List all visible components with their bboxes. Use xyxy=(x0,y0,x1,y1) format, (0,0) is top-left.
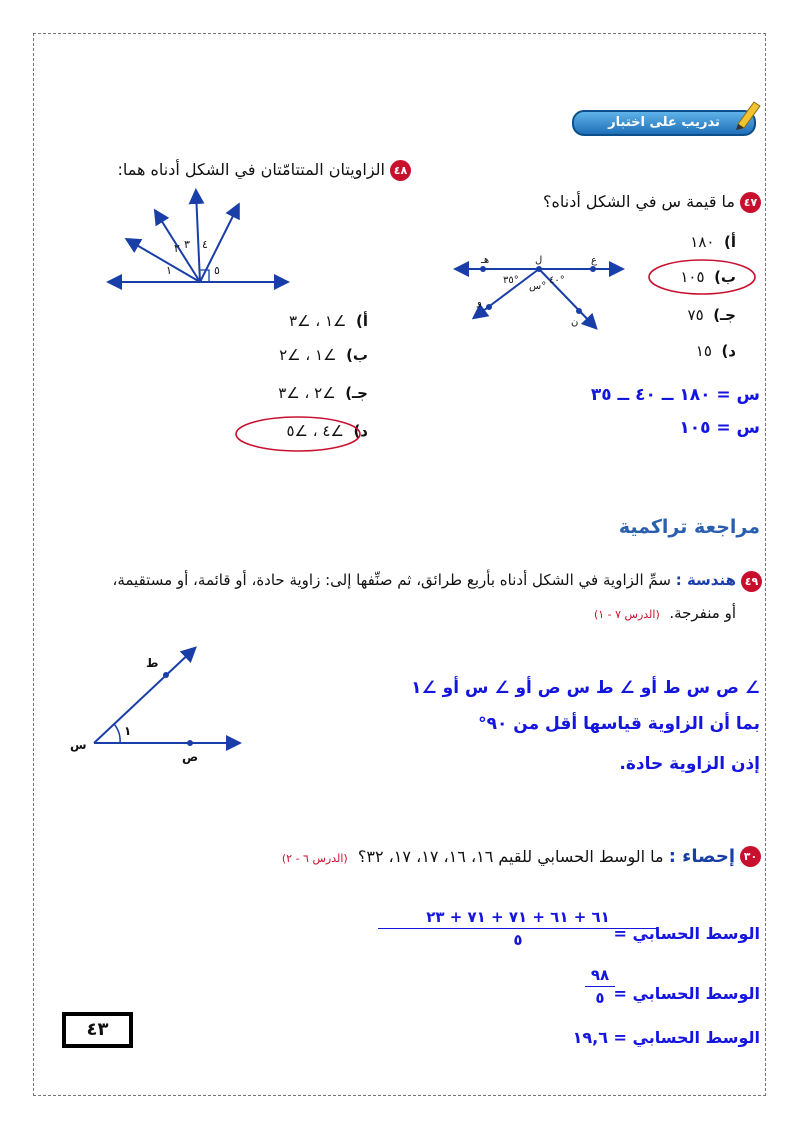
q48-option-c: جـ) ∠٢ ، ∠٣ xyxy=(278,384,368,402)
q30-label-1: الوسط الحسابي = xyxy=(613,924,760,943)
q47-solution-1: س = ١٨٠ ــ ٤٠ ــ ٣٥ xyxy=(590,385,760,405)
q49-question: هندسة : سمِّ الزاوية في الشكل أدناه بأربع طرائق، ثم صنِّفها إلى: زاوية حادة، أو قائمة، أو مستقيمة، xyxy=(112,571,736,589)
q47-option-c: جـ) ٧٥ xyxy=(687,306,736,324)
q49-answer-3: إذن الزاوية حادة. xyxy=(619,754,760,774)
q48-fig-label-2: ٢ xyxy=(174,242,180,255)
q49-question-line2: أو منفرجة. (الدرس ٧ - ١) xyxy=(593,604,736,622)
q48-fig-label-5: ٥ xyxy=(214,264,220,277)
q47-label-e: ع xyxy=(591,255,597,266)
page-number: ٤٣ xyxy=(62,1012,133,1048)
q30-frac1-numerator: ٦١ + ٦١ + ٧١ + ٧١ + ٢٣ xyxy=(426,908,610,926)
q48-question: الزاويتان المتتامّتان في الشكل أدناه هما: xyxy=(117,160,385,179)
badge-label: تدريب على اختبار xyxy=(572,110,756,136)
q30-fraction-1 xyxy=(378,908,658,949)
q47-label-n: ن xyxy=(571,317,579,328)
q47-label-x: س° xyxy=(529,281,547,292)
q30-frac2-numerator: ٩٨ xyxy=(590,966,610,984)
q30-label-2: الوسط الحسابي = xyxy=(613,984,760,1003)
q48-answer-circle xyxy=(233,414,363,454)
q49-label-s: س xyxy=(70,738,87,752)
q47-number: ٤٧ xyxy=(740,192,761,213)
q47-question: ما قيمة س في الشكل أدناه؟ xyxy=(542,192,735,211)
q47-option-a: أ) ١٨٠ xyxy=(690,233,736,251)
q49-label-one: ١ xyxy=(124,724,132,738)
q48-option-b: ب) ∠١ ، ∠٢ xyxy=(279,346,368,364)
q47-label-40: ٤٠° xyxy=(549,275,565,286)
q49-answer-2: بما أن الزاوية قياسها أقل من ٩٠° xyxy=(478,714,760,734)
q30-result: الوسط الحسابي = ١٩,٦ xyxy=(572,1028,760,1047)
q49-label-p: ص xyxy=(182,750,199,764)
q49-answer-1: ∠ ص س ط أو ∠ ط س ص أو ∠ س أو ∠١ xyxy=(411,678,760,698)
q48-fig-label-3: ٣ xyxy=(184,238,190,251)
q30-question: إحصاء : ما الوسط الحسابي للقيم ١٦، ١٦، ١٧، ١٧، ٣٢؟ (الدرس ٦ - ٢) xyxy=(281,846,735,867)
q47-solution-2: س = ١٠٥ xyxy=(679,418,760,438)
q48-fig-label-1: ١ xyxy=(166,264,172,277)
q49-label-t: ط xyxy=(146,656,159,670)
q47-figure xyxy=(455,255,625,335)
q47-label-w: و xyxy=(477,297,482,308)
q49-number: ٤٩ xyxy=(741,571,762,592)
pencil-icon xyxy=(732,98,762,132)
q48-number: ٤٨ xyxy=(390,160,411,181)
q47-option-b: ب) ١٠٥ xyxy=(680,268,736,286)
q47-label-l: ل xyxy=(535,255,543,266)
practice-test-badge xyxy=(572,104,760,138)
q30-frac1-denominator: ٥ xyxy=(513,931,523,949)
q48-figure xyxy=(108,188,288,298)
q47-label-h: هـ xyxy=(481,255,490,266)
q30-number: ٣٠ xyxy=(740,846,761,867)
q48-option-d: د) ∠٤ ، ∠٥ xyxy=(286,422,368,440)
q47-label-35: ٣٥° xyxy=(503,275,519,286)
q47-answer-circle xyxy=(646,257,758,297)
section-title: مراجعة تراكمية xyxy=(618,516,760,538)
q47-option-d: د) ١٥ xyxy=(695,342,736,360)
q30-fraction-2 xyxy=(585,966,615,1007)
q30-frac2-denominator: ٥ xyxy=(595,989,605,1007)
q49-figure xyxy=(70,645,250,765)
q48-fig-label-4: ٤ xyxy=(202,238,208,251)
q48-option-a: أ) ∠١ ، ∠٣ xyxy=(289,312,368,330)
